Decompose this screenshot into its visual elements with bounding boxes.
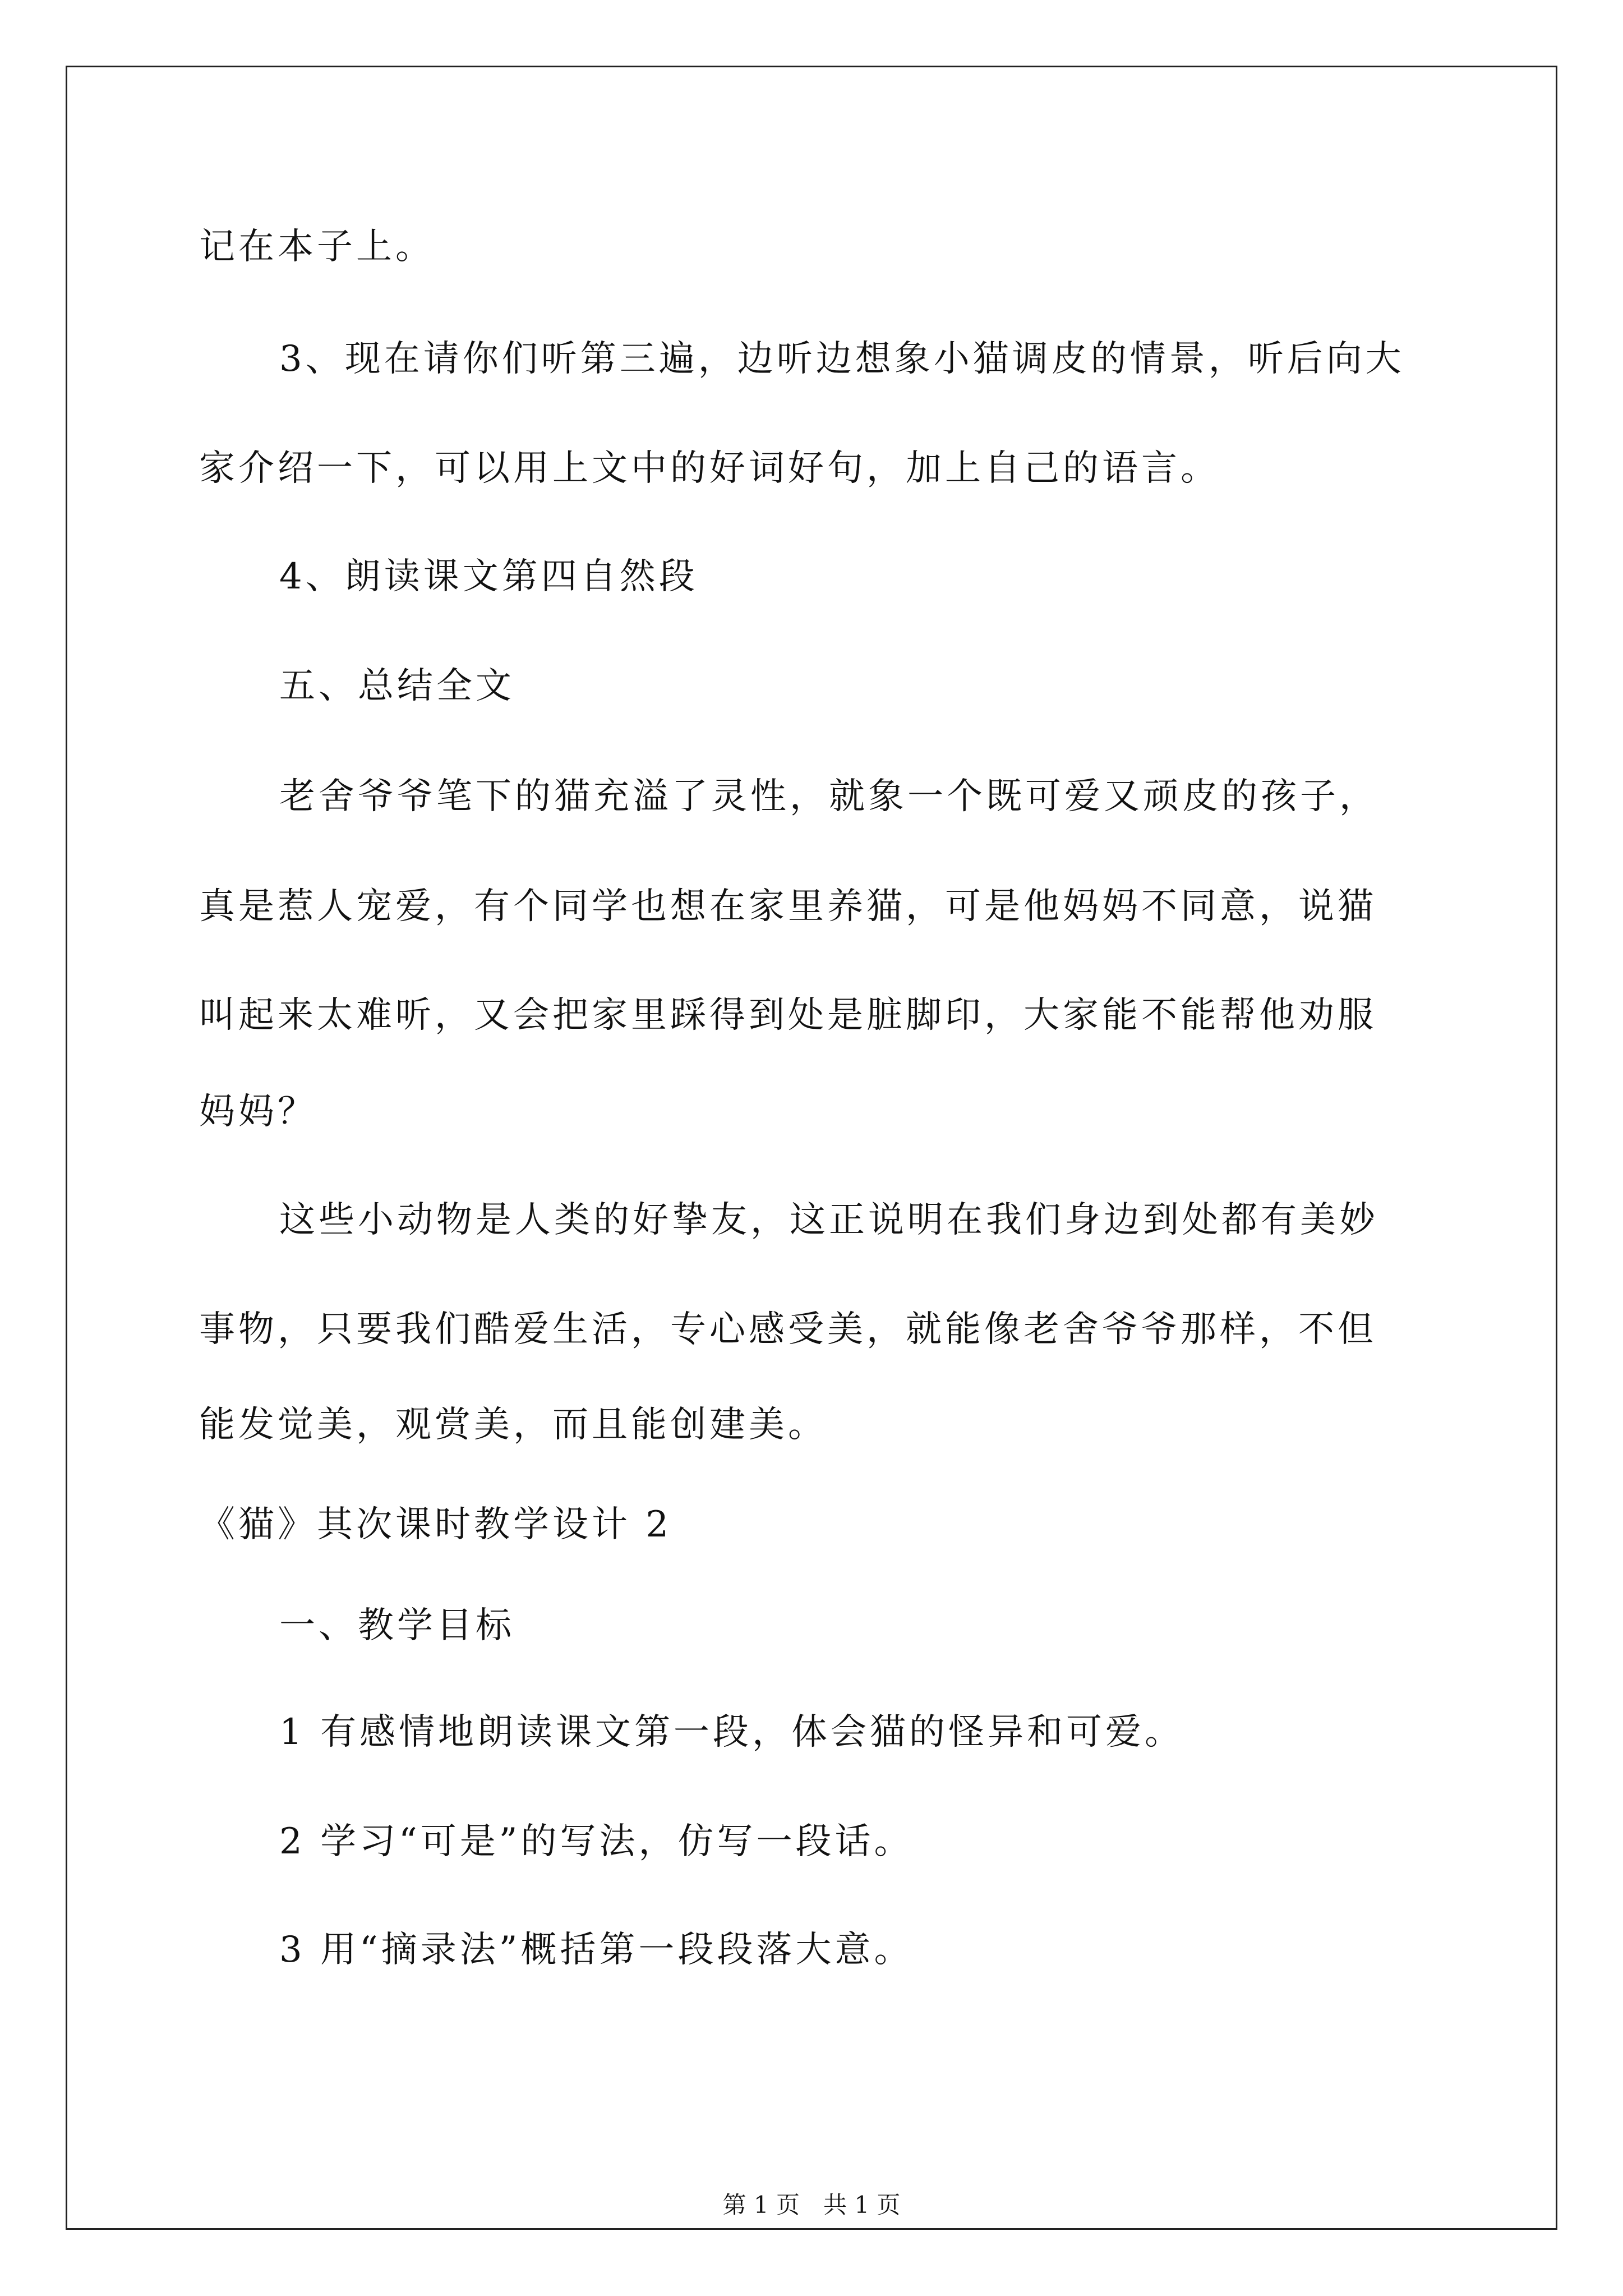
text-line-6: 老舍爷爷笔下的猫充溢了灵性，就象一个既可爱又顽皮的孩子， [279,776,1378,817]
text-line-12: 能发觉美，观赏美，而且能创建美。 [199,1404,827,1446]
text-line-16: 2 学习“可是”的写法，仿写一段话。 [279,1821,914,1862]
section-heading: 《猫》其次课时教学设计 2 [199,1504,672,1545]
text-line-15: 1 有感情地朗读课文第一段，体会猫的怪异和可爱。 [279,1711,1184,1753]
text-line-7: 真是惹人宠爱，有个同学也想在家里养猫，可是他妈妈不同意，说猫 [199,886,1377,927]
text-line-5: 五、总结全文 [279,665,515,707]
text-line-11: 事物，只要我们酷爱生活，专心感受美，就能像老舍爷爷那样，不但 [199,1309,1377,1350]
text-line-8: 叫起来太难听，又会把家里踩得到处是脏脚印，大家能不能帮他劝服 [199,995,1377,1036]
text-line-3: 家介绍一下，可以用上文中的好词好句，加上自己的语言。 [199,448,1220,489]
text-line-17: 3 用“摘录法”概括第一段段落大意。 [279,1929,914,1971]
page-footer: 第 1 页 共 1 页 [722,2191,901,2219]
text-line-4: 4、朗读课文第四自然段 [279,556,698,597]
text-line-10: 这些小动物是人类的好挚友，这正说明在我们身边到处都有美妙 [279,1199,1378,1241]
page-border [66,66,1557,2230]
text-line-1: 记在本子上。 [199,226,435,268]
text-line-9: 妈妈？ [199,1091,317,1133]
text-line-2: 3、现在请你们听第三遍，边听边想象小猫调皮的情景，听后向大 [279,338,1405,380]
text-line-14: 一、教学目标 [279,1605,515,1646]
